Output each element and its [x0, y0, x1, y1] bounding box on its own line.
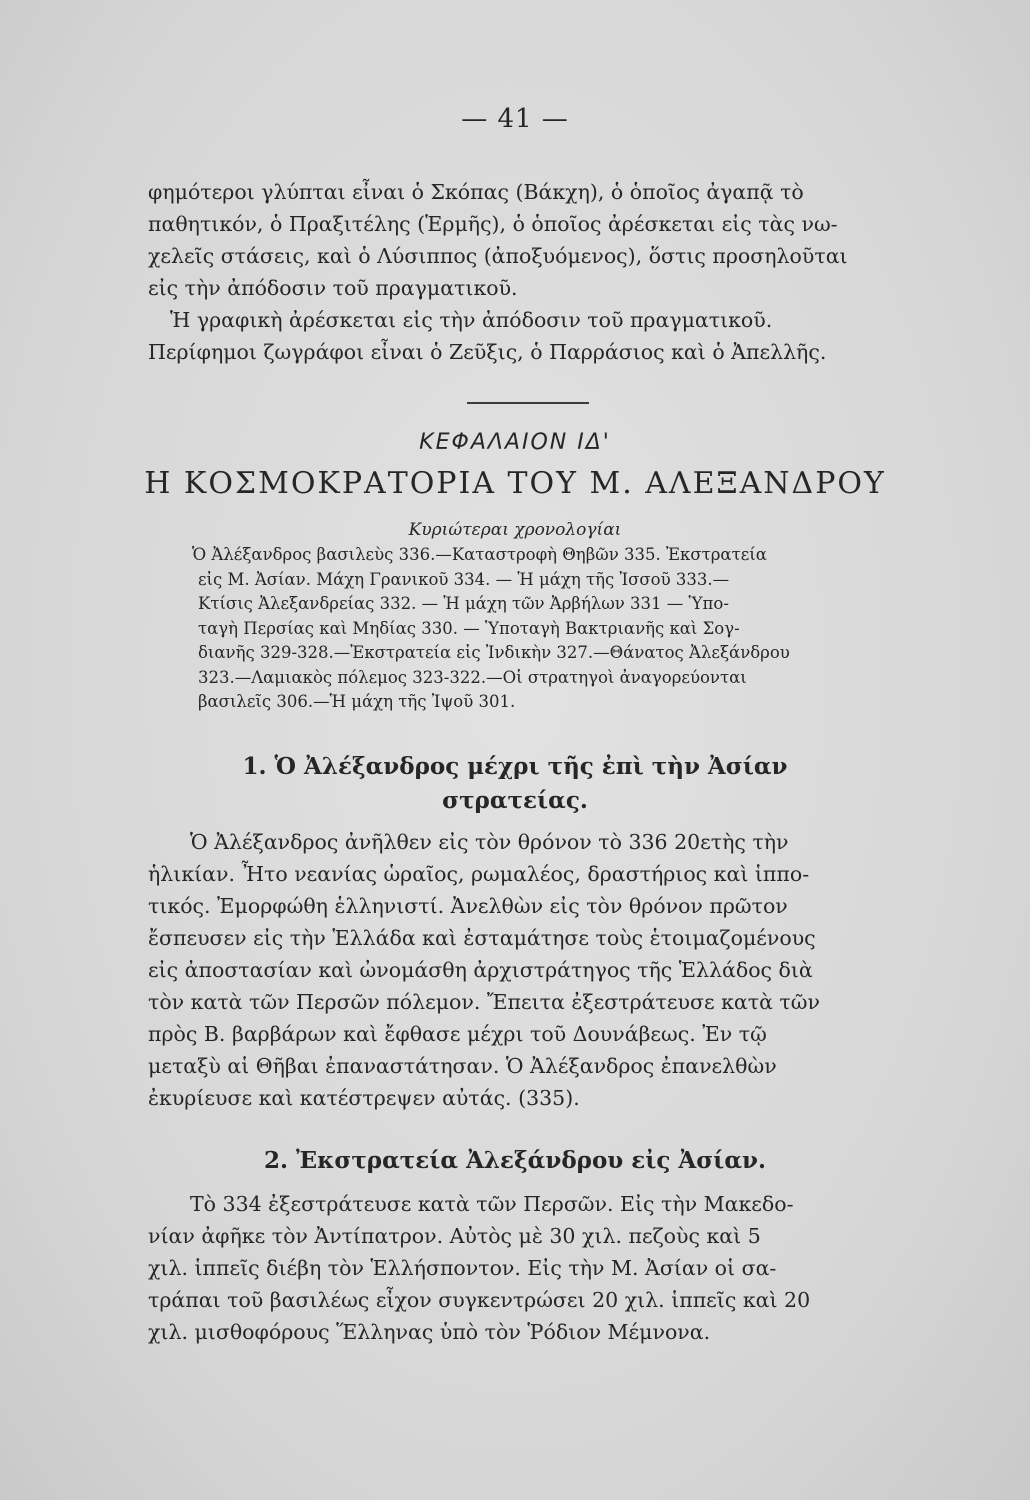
text-line: παθητικόν, ὁ Πραξιτέλης (Ἑρμῆς), ὁ ὁποῖος ἀρέσκεται εἰς τὰς νω-: [148, 212, 838, 236]
text-line: τικός. Ἐμορφώθη ἑλληνιστί. Ἀνελθὼν εἰς τὸν θρόνον πρῶτον: [148, 894, 788, 918]
chronology-line: βασιλεῖς 306.—Ἡ μάχη τῆς Ἰψοῦ 301.: [198, 692, 516, 711]
chapter-title: Η ΚΟΣΜΟΚΡΑΤΟΡΙΑ ΤΟΥ Μ. ΑΛΕΞΑΝΔΡΟΥ: [144, 466, 886, 501]
section-1-body: [148, 826, 880, 1114]
section-2-body: [148, 1188, 880, 1348]
section-2-heading: 2. Ἐκστρατεία Ἀλεξάνδρου εἰς Ἀσίαν.: [264, 1147, 766, 1174]
text-line: Τὸ 334 ἐξεστράτευσε κατὰ τῶν Περσῶν. Εἰς τὴν Μακεδο-: [190, 1192, 794, 1216]
text-line: νίαν ἀφῆκε τὸν Ἀντίπατρον. Αὐτὸς μὲ 30 χιλ. πεζοὺς καὶ 5: [148, 1224, 761, 1248]
text-line: εἰς ἀποστασίαν καὶ ὠνομάσθη ἀρχιστράτηγος τῆς Ἑλλάδος διὰ: [148, 958, 813, 982]
chronology-line: εἰς Μ. Ἀσίαν. Μάχη Γρανικοῦ 334. — Ἡ μάχη τῆς Ἰσσοῦ 333.—: [198, 569, 730, 589]
text-line: Περίφημοι ζωγράφοι εἶναι ὁ Ζεῦξις, ὁ Παρράσιος καὶ ὁ Ἀπελλῆς.: [148, 340, 827, 364]
chronology-line: Κτίσις Ἀλεξανδρείας 332. — Ἡ μάχη τῶν Ἀρβήλων 331 — Ὑπο-: [198, 594, 729, 613]
chronology-line: διανῆς 329-328.—Ἐκστρατεία εἰς Ἰνδικὴν 327.—Θάνατος Ἀλεξάνδρου: [198, 643, 790, 662]
chronology-line: ταγὴ Περσίας καὶ Μηδίας 330. — Ὑποταγὴ Βακτριανῆς καὶ Σογ-: [198, 618, 740, 638]
text-line: χελεῖς στάσεις, καὶ ὁ Λύσιππος (ἀποξυόμενος), ὅστις προσηλοῦται: [148, 244, 848, 268]
text-line: χιλ. μισθοφόρους Ἕλληνας ὑπὸ τὸν Ῥόδιον Μέμνονα.: [148, 1320, 711, 1344]
chronology-list: [192, 543, 882, 715]
text-line: χιλ. ἱππεῖς διέβη τὸν Ἑλλήσποντον. Εἰς τὴν Μ. Ἀσίαν οἱ σα-: [148, 1256, 777, 1280]
text-line: τράπαι τοῦ βασιλέως εἶχον συγκεντρώσει 20 χιλ. ἱππεῖς καὶ 20: [148, 1288, 811, 1312]
section-divider: [467, 402, 589, 404]
chronology-heading: Κυριώτεραι χρονολογίαι: [408, 520, 622, 540]
text-line: πρὸς Β. βαρβάρων καὶ ἔφθασε μέχρι τοῦ Δουνάβεως. Ἐν τῷ: [148, 1022, 767, 1046]
chapter-label: ΚΕΦΑΛΑΙΟΝ ΙΔ': [419, 430, 611, 455]
chronology-line: 323.—Λαμιακὸς πόλεμος 323-322.—Οἱ στρατηγοὶ ἀναγορεύονται: [198, 667, 747, 687]
text-line: ἔσπευσεν εἰς τὴν Ἑλλάδα καὶ ἐσταμάτησε τοὺς ἑτοιμαζομένους: [148, 926, 816, 950]
text-line: μεταξὺ αἱ Θῆβαι ἐπαναστάτησαν. Ὁ Ἀλέξανδρος ἐπανελθὼν: [148, 1054, 777, 1078]
text-line: Ὁ Ἀλέξανδρος ἀνῆλθεν εἰς τὸν θρόνον τὸ 336 20ετὴς τὴν: [190, 830, 789, 854]
chronology-line: Ὁ Ἀλέξανδρος βασιλεὺς 336.—Καταστροφὴ Θηβῶν 335. Ἐκστρατεία: [192, 545, 767, 564]
text-line: τὸν κατὰ τῶν Περσῶν πόλεμον. Ἔπειτα ἐξεστράτευσε κατὰ τῶν: [148, 990, 820, 1014]
section-1-heading-continued: στρατείας.: [442, 787, 588, 814]
text-line: εἰς τὴν ἀπόδοσιν τοῦ πραγματικοῦ.: [148, 276, 518, 300]
intro-paragraph: [148, 176, 880, 368]
section-1-heading: 1. Ὁ Ἀλέξανδρος μέχρι τῆς ἐπὶ τὴν Ἀσίαν: [242, 753, 788, 780]
page-number: — 41 —: [461, 104, 569, 134]
text-line: Ἡ γραφικὴ ἀρέσκεται εἰς τὴν ἀπόδοσιν τοῦ πραγματικοῦ.: [170, 308, 773, 332]
text-line: ἡλικίαν. Ἦτο νεανίας ὡραῖος, ρωμαλέος, δραστήριος καὶ ἱππο-: [148, 862, 810, 886]
text-line: ἐκυρίευσε καὶ κατέστρεψεν αὐτάς. (335).: [148, 1086, 580, 1110]
text-line: φημότεροι γλύπται εἶναι ὁ Σκόπας (Βάκχη), ὁ ὁποῖος ἀγαπᾷ τὸ: [148, 180, 804, 204]
